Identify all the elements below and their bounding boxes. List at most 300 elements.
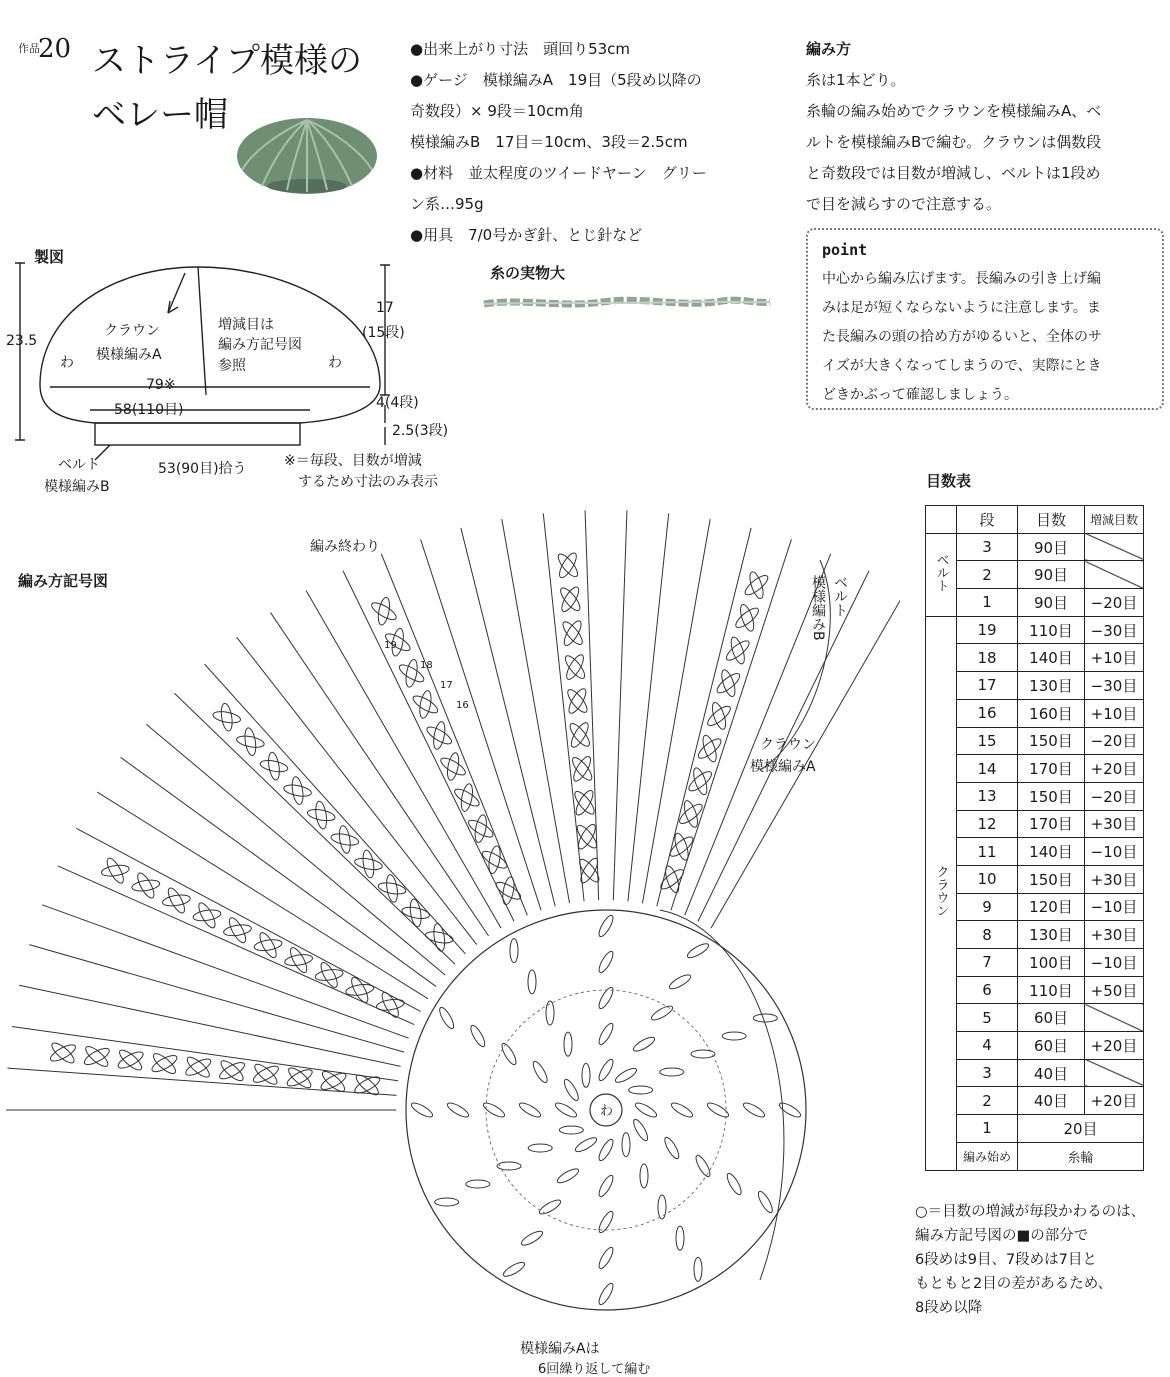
chart-bottom-note: 模様編みAは [520,1341,600,1357]
chart-leaf-stitch [243,727,257,756]
chart-leaf-stitch [662,1136,681,1161]
stitch-change: −30目 [1085,672,1144,700]
table-row [926,921,1144,949]
chart-leaf-stitch [518,1101,543,1120]
chart-leaf-stitch [572,789,597,817]
chart-leaf-stitch [82,1045,111,1067]
chart-leaf-stitch [306,807,335,822]
chart-leaf-stitch [345,983,374,997]
spec-line: ●用具 7/0号かぎ針、とじ針など [410,226,643,244]
chart-center-mark: わ [600,1104,614,1119]
stitch-count: 90目 [1018,561,1085,589]
stitch-count: 100目 [1018,949,1085,977]
chart-stitch-line [121,757,437,986]
stitch-change: −10目 [1085,893,1144,921]
stitch-change [1085,533,1144,561]
chart-leaf-stitch [566,686,589,715]
point-heading: point [822,241,868,259]
footnote-line: 編み方記号図の■の部分で [915,1228,1089,1244]
stitch-change [1085,1059,1144,1087]
stitch-count: 150目 [1018,727,1085,755]
stitch-count: 140目 [1018,644,1085,672]
stitch-count: 90目 [1018,533,1085,561]
point-line: イズが大きくなってしまうので、実際にとき [822,358,1102,374]
instruction-line: 糸輪の編み始めでクラウンを模様編みA、ベ [806,102,1102,120]
table-row [926,949,1144,977]
chart-leaf-stitch [742,1101,767,1120]
chart-leaf-stitch [670,1101,695,1120]
chart-leaf-stitch [705,703,733,728]
chart-leaf-stitch [369,600,398,623]
chart-leaf-stitch [253,938,282,952]
chart-leaf-stitch [560,619,585,647]
chart-leaf-stitch [622,1133,630,1157]
chart-leaf-stitch [742,572,770,597]
chart-stitch-line [76,828,420,1011]
point-line: どきかぶって確認しましょう。 [822,387,1018,403]
chart-row-number: 19 [384,640,397,651]
chart-stitch-line [42,905,408,1038]
chart-crown-pattern: 模様編みA [750,759,816,775]
chart-leaf-stitch [510,939,518,963]
specifications [410,34,780,251]
chart-leaf-stitch [452,786,481,809]
yarn-sample-label: 糸の実物大 [490,264,566,282]
chart-leaf-stitch [150,1052,179,1074]
stitch-change: −20目 [1085,589,1144,617]
band-pickup: 53(90目)拾う [158,461,247,477]
chart-leaf-stitch [660,1068,684,1076]
table-header: 増減目数 [1085,506,1144,534]
chart-leaf-stitch [445,752,460,781]
height-total: 23.5 [6,333,38,349]
point-line: 中心から編み広げます。長編みの引き上げ編 [822,271,1101,287]
stitch-change: +50目 [1085,976,1144,1004]
chart-belt-pattern: 模様編みB [810,575,826,641]
chart-stitch-line [543,513,584,901]
table-row [926,1142,1144,1170]
chart-leaf-stitch [446,1101,471,1120]
chart-leaf-stitch [558,585,583,613]
chart-leaf-stitch [411,693,440,716]
instruction-line: 糸は1本どり。 [806,71,906,89]
row-number: 5 [957,1004,1018,1032]
chart-end-label: 編み終わり [310,539,380,555]
row-number: 15 [957,727,1018,755]
chart-leaf-stitch [554,1101,579,1120]
row-number: 7 [957,949,1018,977]
row-number: 14 [957,755,1018,783]
title-line-1: ストライプ模様の [92,41,362,81]
increase-note: 参照 [218,358,246,374]
increase-note: 編み方記号図 [218,337,302,353]
chart-leaf-stitch [562,653,587,681]
table-row [926,1115,1144,1143]
chart-leaf-stitch [632,1035,657,1054]
start-value: 糸輪 [1018,1142,1144,1170]
chart-leaf-stitch [501,876,516,905]
table-row [926,561,1144,589]
table-row [926,727,1144,755]
chart-stitch-line [628,513,669,901]
beret-photo [232,108,382,198]
width-58: 58(110目) [114,402,184,418]
chart-leaf-stitch [531,1060,550,1085]
row-number: 2 [957,1087,1018,1115]
chart-leaf-stitch [700,734,719,764]
chart-leaf-stitch [719,668,738,698]
table-row [926,782,1144,810]
chart-leaf-stitch [397,662,426,685]
chart-leaf-stitch [753,1014,777,1022]
chart-leaf-stitch [354,856,383,871]
chart-leaf-stitch [597,1210,616,1235]
chart-row-number: 18 [420,660,433,671]
table-segment-label: ベルト [926,533,957,616]
row-number: 6 [957,976,1018,1004]
chart-leaf-stitch [135,871,157,900]
chart-leaf-stitch [575,822,598,851]
table-header: 目数 [1018,506,1085,534]
chart-stitch-line [685,554,831,916]
chart-leaf-stitch [668,972,693,991]
chart-leaf-stitch [466,1180,490,1188]
chart-leaf-stitch [691,766,710,796]
table-header: 段 [957,506,1018,534]
band-height: 2.5(3段) [392,423,449,439]
footnote-line: もともと2目の差があるため、 [915,1276,1113,1292]
chart-stitch-line [671,539,792,910]
chart-leaf-stitch [747,570,766,600]
chart-leaf-stitch [569,755,594,783]
chart-leaf-stitch [561,619,584,648]
chart-leaf-stitch [315,968,344,982]
stitch-change: −10目 [1085,838,1144,866]
chart-stitch-line [421,539,542,910]
chart-leaf-stitch [634,1101,659,1120]
table-row [926,644,1144,672]
chart-leaf-stitch [220,703,234,732]
chart-leaf-stitch [212,710,241,725]
chart-leaf-stitch [494,879,523,902]
chart-leaf-stitch [756,1190,775,1215]
chart-leaf-stitch [48,1042,77,1064]
stitch-count: 60目 [1018,1032,1085,1060]
table-row [926,838,1144,866]
stitch-count: 40目 [1018,1087,1085,1115]
chart-leaf-stitch [696,736,724,761]
pattern-diagram-heading: 製図 [34,248,65,266]
chart-leaf-stitch [425,724,454,747]
row-number: 3 [957,1059,1018,1087]
stitch-count: 20目 [1018,1115,1144,1143]
chart-leaf-stitch [597,914,616,939]
chart-leaf-stitch [538,1198,563,1217]
chart-leaf-stitch [473,814,488,843]
chart-leaf-stitch [184,1054,212,1080]
chart-leaf-stitch [568,720,591,749]
point-line: みは足が短くならないように注意します。ま [822,300,1101,316]
wa-right: わ [328,355,342,371]
chart-leaf-stitch [597,1282,616,1307]
footnote [915,1200,1165,1320]
table-row [926,976,1144,1004]
chart-leaf-stitch [116,1049,145,1071]
spec-line: 奇数段）× 9段＝10cm角 [410,102,584,120]
chart-leaf-stitch [597,950,616,975]
footnote-line: ○＝目数の増減が毎段かわるのは、 [915,1204,1146,1220]
stitch-count: 130目 [1018,672,1085,700]
stitch-count: 110目 [1018,976,1085,1004]
chart-leaf-stitch [714,671,742,696]
increase-note: 増減目は [218,317,274,333]
chart-leaf-stitch [706,1101,731,1120]
chart-leaf-stitch [101,864,130,878]
row-number: 3 [957,533,1018,561]
chart-leaf-stitch [314,800,328,829]
stitch-count: 110目 [1018,616,1085,644]
title-line-2: ベレー帽 [92,95,228,135]
chart-leaf-stitch [567,721,592,749]
chart-leaf-stitch [117,1047,145,1073]
crown-rows: (15段) [362,325,405,341]
chart-leaf-stitch [468,1024,487,1049]
chart-leaf-stitch [482,1101,507,1120]
instruction-line: ルトを模様編みBで編む。クラウンは偶数段 [806,133,1102,151]
row-number: 12 [957,810,1018,838]
row-number: 1 [957,1115,1018,1143]
table-row [926,1059,1144,1087]
stitch-count: 170目 [1018,755,1085,783]
stitch-change: −30目 [1085,616,1144,644]
chart-leaf-stitch [437,1006,456,1031]
crown-label: クラウン [104,323,160,339]
chart-leaf-stitch [131,878,160,892]
chart-leaf-stitch [564,1032,572,1056]
chart-leaf-stitch [379,990,401,1019]
spec-line: ●材料 並太程度のツイードヤーン グリー [410,164,707,182]
chart-leaf-stitch [226,916,248,945]
chart-leaf-stitch [192,908,221,922]
chart-leaf-stitch [401,905,430,920]
chart-leaf-stitch [409,898,423,927]
chart-leaf-stitch [290,776,304,805]
row-number: 1 [957,589,1018,617]
table-row [926,1032,1144,1060]
chart-leaf-stitch [676,1226,684,1250]
chart-leaf-stitch [410,1101,435,1120]
chart-leaf-stitch [733,605,761,630]
crown-height: 17 [376,300,394,316]
stitch-count: 170目 [1018,810,1085,838]
stitch-change: +20目 [1085,755,1144,783]
chart-leaf-stitch [259,759,288,774]
crochet-chart [0,510,900,1340]
chart-leaf-stitch [252,1061,280,1087]
chart-leaf-stitch [571,754,594,783]
chart-leaf-stitch [710,701,729,731]
chart-leaf-stitch [597,1174,616,1199]
chart-leaf-stitch [285,1067,314,1089]
spec-line: ●出来上がり寸法 頭回り53cm [410,40,631,58]
stitch-change: −20目 [1085,727,1144,755]
chart-row-number: 16 [456,700,469,711]
chart-leaf-stitch [631,1118,650,1143]
stitch-change [1085,1004,1144,1032]
stitch-count: 120目 [1018,893,1085,921]
stitch-count: 90目 [1018,589,1085,617]
chart-leaf-stitch [162,893,191,907]
chart-leaf-stitch [425,930,454,945]
chart-leaf-stitch [555,551,580,579]
table-row [926,755,1144,783]
chart-leaf-stitch [251,1063,280,1085]
chart-leaf-stitch [597,1058,616,1083]
chart-leaf-stitch [559,585,582,614]
chart-leaf-stitch [83,1044,111,1070]
table-row [926,865,1144,893]
chart-leaf-stitch [223,923,252,937]
table-row [926,672,1144,700]
stitch-count: 160目 [1018,699,1085,727]
chart-leaf-stitch [390,628,405,657]
instruction-line: で目を減らすので注意する。 [806,195,1002,213]
chart-leaf-stitch [104,856,126,885]
chart-leaf-stitch [528,1144,552,1152]
band-pattern: 模様編みB [44,479,110,495]
chart-stitch-line [502,519,570,903]
chart-leaf-stitch [597,986,616,1011]
chart-leaf-stitch [640,1164,648,1188]
chart-leaf-stitch [459,783,474,812]
chart-leaf-stitch [564,653,587,682]
table-row [926,533,1144,561]
chart-leaf-stitch [267,752,281,781]
chart-leaf-stitch [574,1135,599,1154]
chart-leaf-stitch [432,721,447,750]
stitch-change: +10目 [1085,699,1144,727]
chart-leaf-stitch [353,1074,382,1096]
point-box [806,228,1164,410]
table-header [926,506,957,534]
table-row [926,699,1144,727]
start-label: 編み始め [957,1142,1018,1170]
chart-leaf-stitch [728,636,747,666]
chart-leaf-stitch [502,1260,527,1279]
row-number: 19 [957,616,1018,644]
table-row [926,1004,1144,1032]
stitch-change: +20目 [1085,1032,1144,1060]
chart-leaf-stitch [287,945,309,974]
stitch-change: +30目 [1085,865,1144,893]
chart-leaf-stitch [318,960,340,989]
chart-heading: 編み方記号図 [18,572,109,590]
chart-leaf-stitch [383,631,412,654]
chart-leaf-stitch [597,1138,616,1163]
chart-stitch-line [237,637,477,944]
stitch-change: +10目 [1085,644,1144,672]
chart-leaf-stitch [556,1166,581,1185]
chart-leaf-stitch [361,849,375,878]
chart-leaf-stitch [722,1032,746,1040]
chart-leaf-stitch [682,799,701,829]
chart-leaf-stitch [418,690,433,719]
table-row [926,589,1144,617]
chart-leaf-stitch [565,687,590,715]
chart-leaf-stitch [658,867,686,892]
crown-pattern: 模様編みA [96,347,162,363]
chart-leaf-stitch [500,1042,519,1067]
chart-stitch-line [461,528,555,906]
chart-stitch-line [698,571,869,922]
stitch-change: +30目 [1085,810,1144,838]
instructions-heading: 編み方 [806,40,852,58]
chart-leaf-stitch [559,1126,583,1134]
width-79: 79※ [146,377,176,393]
asterisk-note: ※＝毎段、目数が増減 [284,453,422,469]
row-number: 18 [957,644,1018,672]
chart-leaf-stitch [283,783,312,798]
row-number: 4 [957,1032,1018,1060]
count-table [925,505,1144,1171]
chart-leaf-stitch [629,1086,653,1094]
chart-leaf-stitch [573,788,596,817]
point-line: た長編みの頭の拾め方がゆるいと、全体のサ [822,329,1102,345]
count-table-heading: 目数表 [926,472,972,490]
stitch-change: −10目 [1085,949,1144,977]
chart-leaf-stitch [694,1257,702,1281]
table-row [926,810,1144,838]
chart-leaf-stitch [663,864,682,894]
chart-stitch-line [711,590,900,928]
instruction-line: と奇数段では目数が増減し、ベルトは1段め [806,164,1101,182]
chart-stitch-line [146,724,445,975]
chart-leaf-stitch [284,953,313,967]
chart-leaf-stitch [218,1058,246,1084]
chart-leaf-stitch [614,1066,639,1085]
table-row [926,616,1144,644]
stitch-change: +30目 [1085,921,1144,949]
spec-line: 模様編みB 17目＝10cm、3段＝2.5cm [410,133,688,151]
chart-leaf-stitch [562,1078,581,1103]
spec-line: ●ゲージ 模様編みA 19目（5段め以降の [410,71,702,89]
chart-leaf-stitch [404,659,419,688]
chart-leaf-stitch [330,832,359,847]
chart-leaf-stitch [650,1004,675,1023]
chart-crown-label: クラウン [760,737,816,753]
stitch-count: 40目 [1018,1059,1085,1087]
figure-label: 作品 [18,42,40,55]
chart-leaf-stitch [582,1063,590,1087]
row-number: 8 [957,921,1018,949]
stitch-count: 150目 [1018,782,1085,810]
chart-leaf-stitch [556,551,579,580]
instructions [806,34,1166,220]
chart-leaf-stitch [165,886,187,915]
chart-leaf-stitch [778,1101,803,1120]
chart-belt-label: ベルト [832,575,848,617]
stitch-change [1085,561,1144,589]
chart-leaf-stitch [724,638,752,663]
table-row [926,1087,1144,1115]
chart-leaf-stitch [725,1172,744,1197]
chart-stitch-line [613,510,627,900]
chart-leaf-stitch [677,801,705,826]
chart-leaf-stitch [546,1001,554,1025]
row-number: 9 [957,893,1018,921]
asterisk-note: するため寸法のみ表示 [298,474,438,490]
chart-leaf-stitch [497,1162,521,1170]
